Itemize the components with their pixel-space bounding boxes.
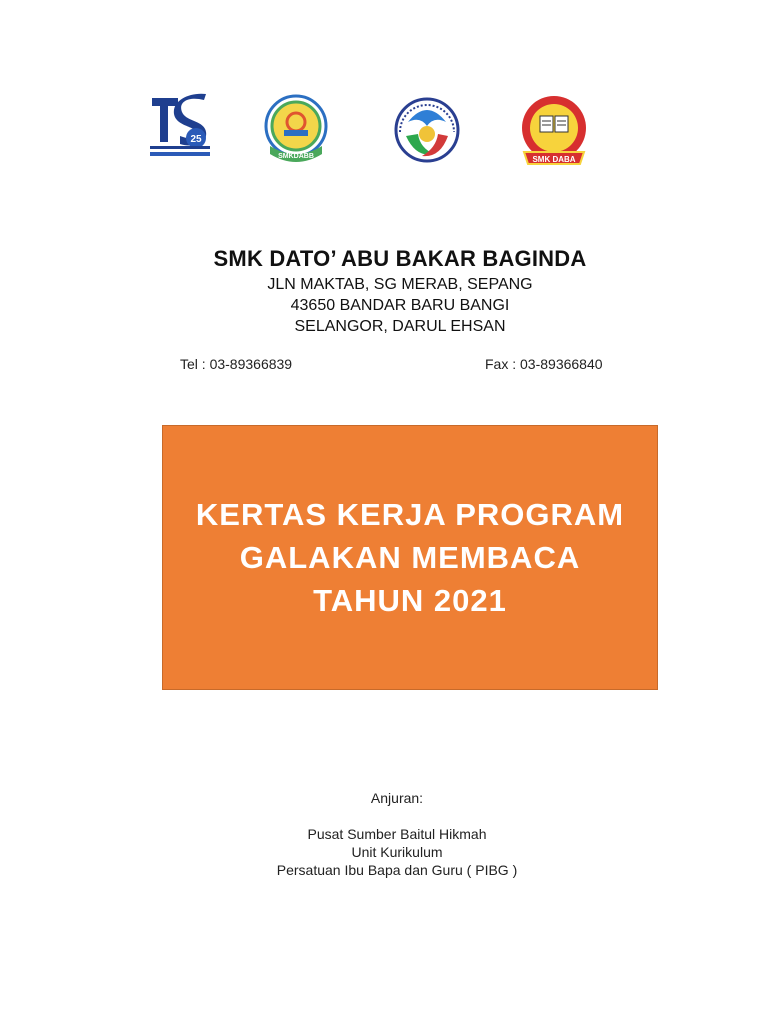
smkdabb-badge-icon: [264, 92, 328, 170]
organizer-label: Anjuran:: [370, 790, 424, 806]
title-box: [162, 425, 658, 690]
title-line-1: KERTAS KERJA PROGRAM: [195, 497, 625, 532]
telephone-number: Tel : 03-89366839: [180, 356, 293, 372]
svg-text:25: 25: [190, 134, 202, 145]
organizer-line-1: Pusat Sumber Baitul Hikmah: [307, 826, 487, 842]
title-line-2: GALAKAN MEMBACA: [239, 540, 581, 575]
ts25-logo-icon: [148, 92, 212, 160]
address-line-1: JLN MAKTAB, SG MERAB, SEPANG: [267, 276, 533, 293]
organizer-line-3: Persatuan Ibu Bapa dan Guru ( PIBG ): [276, 862, 518, 878]
organizer-line-2: Unit Kurikulum: [351, 844, 443, 860]
address-line-2: 43650 BANDAR BARU BANGI: [290, 297, 510, 314]
address-line-3: SELANGOR, DARUL EHSAN: [294, 318, 506, 335]
svg-text:SMKDABB: SMKDABB: [278, 153, 314, 160]
smk-daba-library-crest-icon: [518, 92, 590, 174]
svg-text:SMK DABA: SMK DABA: [532, 155, 576, 164]
school-name: SMK DATO’ ABU BAKAR BAGINDA: [213, 246, 587, 271]
kpm-emblem-icon: [394, 92, 460, 170]
title-line-3: TAHUN 2021: [313, 583, 507, 618]
fax-number: Fax : 03-89366840: [485, 356, 603, 372]
